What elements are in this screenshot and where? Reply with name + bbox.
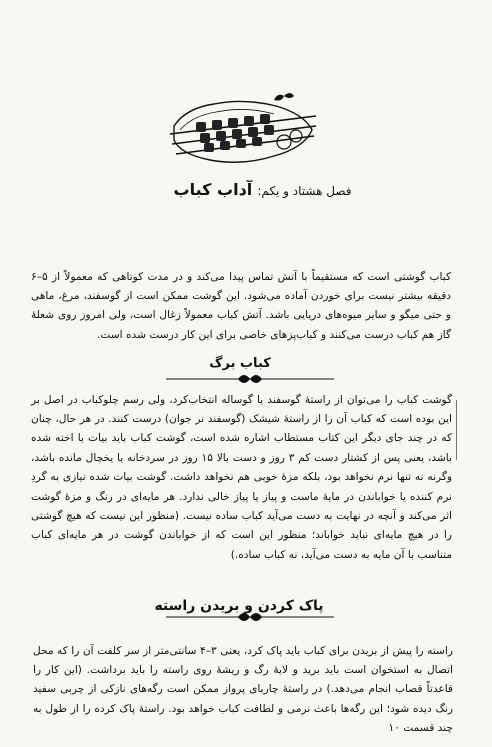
- chapter-name: آداب کباب: [173, 180, 253, 199]
- section-heading-cleaning-loin: پاک کردن و بریدن راسته: [154, 598, 324, 614]
- margin-mark: [456, 400, 457, 460]
- ornament-divider: [166, 610, 334, 624]
- intro-paragraph: کباب گوشتی است که مستقیماً با آتش تماس پیدا می‌کند و در مدت کوتاهی که معمولاً از ۵–۶ دقیقه بیشتر نیست برای خوردن آماده می‌شود. این گوشت ممکن است از گوسفند، مرغ، ماهی و حتی میگو و سایر میوه‌های دریایی باشد. آتش کباب معمولاً زغال است، ولی امروز روی شعلهٔ گاز هم کباب درست می‌کنند و کباب‌پزهای خاصی برای این کار درست شده است.: [31, 270, 451, 341]
- ornament-divider: [166, 372, 334, 386]
- kabab-barg-paragraph: گوشت کباب را می‌توان از راستهٔ گوسفند یا گوساله انتخاب‌کرد، ولی رسم چلوکباب در اصل بر این بوده است که کباب آن را از راستهٔ شیشک (گوسفند نر جوان) درست کنند. در هر حال، چنان که در چند جای دیگر این کتاب مستطاب اشاره شده است، گوشت کباب باید بیات یا اخته شده باشد، یعنی پس از کشتار دست کم ۳ روز و دست بالا ۱۵ روز در سردخانه یا یخچال مانده باشد، وگرنه نه تنها نرم نخواهد بود، بلکه مزهٔ خوبی هم نخواهد داشت. گوشت بیات شده نیازی به گردِ نرم کننده یا خواباندن در مایهٔ ماست و پیاز یا پیاز خالی ندارد. هر مایه‌ای در رنگ و مزهٔ گوشت اثر می‌کند و آنچه در نهایت به دست می‌آید کباب ساده نیست. (منظور این نیست که هیچ گوشتی را در هیچ مایه‌ای نباید خواباند؛ منظور این است که از خواباندن گوشت در هر مایه‌ای کباب متناسب با آن مایه به دست می‌آید، نه کباب ساده.): [31, 393, 452, 561]
- section-heading-kabab-barg: کباب برگ: [209, 356, 271, 371]
- chapter-label: فصل هشتاد و یکم:: [257, 184, 352, 198]
- kebab-skewers-illustration: [166, 86, 318, 170]
- cleaning-loin-paragraph: راسته را پیش از بریدن برای کباب باید پاک کرد، یعنی ۳–۴ سانتی‌متر از سر کلفت آن را که محل اتصال به استخوان است باید برید و لایهٔ رگ و ریشهٔ روی راسته را باید برداشت. (این کار را قاعدتاً قصاب انجام می‌دهد.) در راستهٔ چاربای پرواز ممکن است رگه‌های نازکی از چربی سفید رنگ دیده شود؛ این رگه‌ها باعث نرمی و لطافت کباب خواهد بود. راستهٔ پاک کرده را از طول به چند قسمت ۱۰: [33, 644, 453, 735]
- chapter-title: [150, 180, 375, 206]
